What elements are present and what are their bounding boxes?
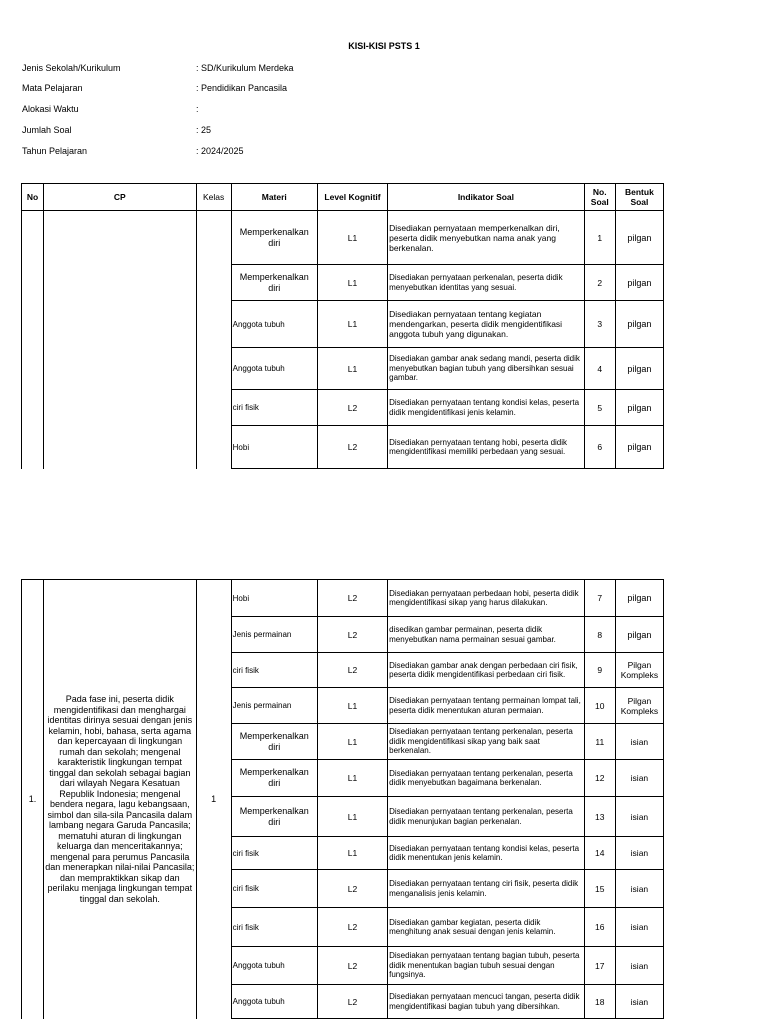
level-cell: L1	[317, 265, 387, 301]
no-soal-cell: 1	[584, 211, 615, 265]
meta-label: Jumlah Soal	[22, 125, 72, 135]
materi-cell: Anggota tubuh	[231, 985, 317, 1019]
materi-cell: ciri fisik	[231, 653, 317, 688]
level-cell: L2	[317, 390, 387, 426]
no-cell-empty	[22, 211, 44, 469]
level-cell: L1	[317, 348, 387, 390]
header-kelas: Kelas	[196, 184, 231, 211]
no-soal-cell: 4	[584, 348, 615, 390]
indikator-cell: disedikan gambar permainan, peserta didik menyebutkan nama permainan sesuai gambar.	[388, 617, 585, 653]
level-cell: L1	[317, 760, 387, 797]
meta-value: : SD/Kurikulum Merdeka	[196, 63, 294, 73]
bentuk-cell: isian	[615, 947, 663, 985]
meta-label: Tahun Pelajaran	[22, 146, 88, 156]
materi-cell: Memperkenalkan diri	[231, 211, 317, 265]
level-cell: L1	[317, 797, 387, 837]
no-soal-cell: 13	[584, 797, 615, 837]
header-level: Level Kognitif	[317, 184, 387, 211]
header-indikator: Indikator Soal	[388, 184, 585, 211]
kisi-table-page-1	[21, 183, 664, 469]
materi-cell: Anggota tubuh	[231, 947, 317, 985]
indikator-cell: Disediakan pernyataan perkenalan, peserta didik menyebutkan identitas yang sesuai.	[388, 265, 585, 301]
level-cell: L2	[317, 985, 387, 1019]
level-cell: L1	[317, 301, 387, 348]
bentuk-cell: isian	[615, 724, 663, 760]
indikator-cell: Disediakan pernyataan tentang kegiatan mendengarkan, peserta didik mengidentifikasi anggota tubuh yang digunakan.	[388, 301, 585, 348]
bentuk-cell: isian	[615, 985, 663, 1019]
bentuk-cell: pilgan	[615, 426, 663, 469]
no-soal-cell: 8	[584, 617, 615, 653]
bentuk-cell: isian	[615, 908, 663, 947]
meta-value: :	[196, 104, 199, 114]
indikator-cell: Disediakan pernyataan tentang ciri fisik, peserta didik menganalisis jenis kelamin.	[388, 870, 585, 908]
header-no: No	[22, 184, 44, 211]
materi-cell: ciri fisik	[231, 837, 317, 870]
meta-label: Mata Pelajaran	[22, 83, 83, 93]
row-number-cell: 1.	[22, 580, 44, 1019]
bentuk-cell: isian	[615, 837, 663, 870]
indikator-cell: Disediakan pernyataan tentang kondisi kelas, peserta didik mengidentifikasi jenis kelamin.	[388, 390, 585, 426]
level-cell: L2	[317, 870, 387, 908]
bentuk-cell: pilgan	[615, 390, 663, 426]
level-cell: L2	[317, 653, 387, 688]
level-cell: L1	[317, 724, 387, 760]
meta-value: : Pendidikan Pancasila	[196, 83, 288, 93]
indikator-cell: Disediakan gambar anak dengan perbedaan ciri fisik, peserta didik mengidentifikasi perbedaan ciri fisik.	[388, 653, 585, 688]
indikator-cell: Disediakan pernyataan tentang permainan lompat tali, peserta didik menentukan aturan permaian.	[388, 688, 585, 724]
bentuk-cell: Pilgan Kompleks	[615, 688, 663, 724]
kelas-cell: 1	[196, 580, 231, 1019]
no-soal-cell: 17	[584, 947, 615, 985]
materi-cell: ciri fisik	[231, 870, 317, 908]
header-cp: CP	[44, 184, 196, 211]
level-cell: L2	[317, 617, 387, 653]
materi-cell: Memperkenalkan diri	[231, 724, 317, 760]
bentuk-cell: pilgan	[615, 348, 663, 390]
bentuk-cell: isian	[615, 797, 663, 837]
materi-cell: ciri fisik	[231, 908, 317, 947]
cp-cell-empty	[44, 211, 196, 469]
level-cell: L2	[317, 947, 387, 985]
no-soal-cell: 3	[584, 301, 615, 348]
level-cell: L1	[317, 688, 387, 724]
level-cell: L2	[317, 908, 387, 947]
materi-cell: Anggota tubuh	[231, 301, 317, 348]
no-soal-cell: 11	[584, 724, 615, 760]
indikator-cell: Disediakan pernyataan memperkenalkan diri, peserta didik menyebutkan nama anak yang berkenalan.	[388, 211, 585, 265]
indikator-cell: Disediakan gambar anak sedang mandi, peserta didik menyebutkan bagian tubuh yang dibersihkan sesuai gambar.	[388, 348, 585, 390]
materi-cell: Memperkenalkan diri	[231, 797, 317, 837]
header-materi: Materi	[231, 184, 317, 211]
indikator-cell: Disediakan gambar kegiatan, peserta didik menghitung anak sesuai dengan jenis kelamin.	[388, 908, 585, 947]
document-title: KISI-KISI PSTS 1	[348, 41, 420, 51]
indikator-cell: Disediakan pernyataan perbedaan hobi, peserta didik mengidentifikasi sikap yang harus dilakukan.	[388, 580, 585, 617]
no-soal-cell: 12	[584, 760, 615, 797]
level-cell: L1	[317, 837, 387, 870]
no-soal-cell: 5	[584, 390, 615, 426]
cp-description-cell: Pada fase ini, peserta didik mengidentifikasi dan menghargai identitas dirinya sesuai dengan jenis kelamin, hobi, bahasa, serta agama dan kepercayaan di lingkungan rumah dan sekolah; mengenal karakteristik lingkungan tempat tinggal dan sekolah sebagai bagian dari wilayah Negara Kesatuan Republik Indonesia; mengenal bendera negara, lagu kebangsaan, simbol dan sila-sila Pancasila dalam lambang negara Garuda Pancasila; mematuhi aturan di lingkungan keluarga dan menceritakannya; mengenal para perumus Pancasila dan menerapkan nilai-nilai Pancasila; dan mempraktikkan sikap dan perilaku menjaga lingkungan tempat tinggal dan sekolah.	[44, 580, 196, 1019]
materi-cell: Anggota tubuh	[231, 348, 317, 390]
meta-label: Jenis Sekolah/Kurikulum	[22, 63, 121, 73]
materi-cell: Jenis permainan	[231, 688, 317, 724]
indikator-cell: Disediakan pernyataan mencuci tangan, peserta didik mengidentifikasi bagian tubuh yang dibersihkan.	[388, 985, 585, 1019]
no-soal-cell: 7	[584, 580, 615, 617]
level-cell: L2	[317, 580, 387, 617]
no-soal-cell: 2	[584, 265, 615, 301]
indikator-cell: Disediakan pernyataan tentang bagian tubuh, peserta didik menentukan bagian tubuh sesuai dengan fungsinya.	[388, 947, 585, 985]
no-soal-cell: 15	[584, 870, 615, 908]
no-soal-cell: 18	[584, 985, 615, 1019]
header-bentuk: Bentuk Soal	[615, 184, 663, 211]
no-soal-cell: 16	[584, 908, 615, 947]
materi-cell: ciri fisik	[231, 390, 317, 426]
indikator-cell: Disediakan pernyataan tentang hobi, peserta didik mengidentifikasi memiliki perbedaan yang sesuai.	[388, 426, 585, 469]
kelas-cell-empty	[196, 211, 231, 469]
bentuk-cell: isian	[615, 870, 663, 908]
level-cell: L1	[317, 211, 387, 265]
header-no-soal: No. Soal	[584, 184, 615, 211]
table-header-row	[22, 184, 664, 211]
meta-value: : 2024/2025	[196, 146, 244, 156]
indikator-cell: Disediakan pernyataan tentang perkenalan, peserta didik mengidentifikasi sikap yang baik saat berkenalan.	[388, 724, 585, 760]
bentuk-cell: pilgan	[615, 617, 663, 653]
materi-cell: Memperkenalkan diri	[231, 265, 317, 301]
kisi-table-page-2	[21, 579, 664, 1019]
indikator-cell: Disediakan pernyataan tentang perkenalan, peserta didik menyebutkan bagaimana berkenalan.	[388, 760, 585, 797]
bentuk-cell: isian	[615, 760, 663, 797]
materi-cell: Memperkenalkan diri	[231, 760, 317, 797]
no-soal-cell: 9	[584, 653, 615, 688]
bentuk-cell: pilgan	[615, 211, 663, 265]
materi-cell: Hobi	[231, 580, 317, 617]
meta-value: : 25	[196, 125, 212, 135]
bentuk-cell: pilgan	[615, 265, 663, 301]
table-row	[22, 211, 664, 265]
indikator-cell: Disediakan pernyataan tentang kondisi kelas, peserta didik menentukan jenis kelamin.	[388, 837, 585, 870]
indikator-cell: Disediakan pernyataan tentang perkenalan, peserta didik menunjukan bagian perkenalan.	[388, 797, 585, 837]
materi-cell: Jenis permainan	[231, 617, 317, 653]
no-soal-cell: 10	[584, 688, 615, 724]
table-row	[22, 580, 664, 617]
bentuk-cell: Pilgan Kompleks	[615, 653, 663, 688]
bentuk-cell: pilgan	[615, 580, 663, 617]
no-soal-cell: 14	[584, 837, 615, 870]
bentuk-cell: pilgan	[615, 301, 663, 348]
no-soal-cell: 6	[584, 426, 615, 469]
materi-cell: Hobi	[231, 426, 317, 469]
meta-label: Alokasi Waktu	[22, 104, 79, 114]
level-cell: L2	[317, 426, 387, 469]
